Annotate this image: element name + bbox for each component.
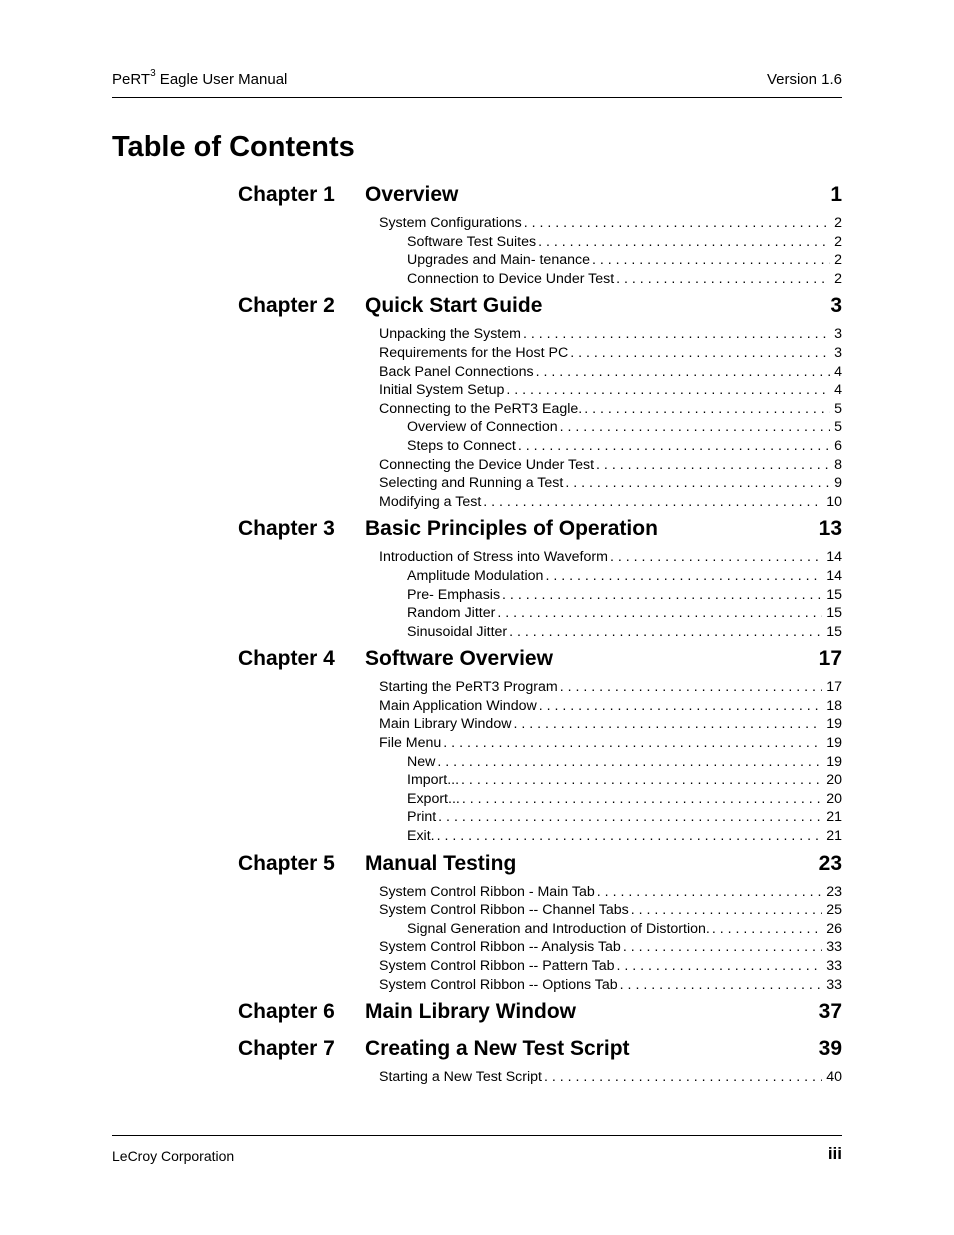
toc-subentry[interactable] [407, 251, 842, 270]
entry-page-number: 6 [834, 437, 842, 454]
toc-subentry[interactable] [407, 604, 842, 623]
manual-name: Eagle User Manual [155, 71, 288, 88]
entry-page-number: 10 [826, 493, 842, 510]
entry-title: Overview of Connection [407, 419, 558, 436]
dot-leader [502, 586, 822, 605]
dot-leader [616, 270, 830, 289]
toc-entry[interactable] [379, 901, 842, 920]
toc-subentry[interactable] [407, 437, 842, 456]
toc-entry[interactable] [379, 883, 842, 902]
chapter-heading[interactable] [238, 1036, 842, 1068]
toc-chapter [238, 851, 842, 995]
chapter-label: Chapter 7 [238, 1037, 335, 1061]
dot-leader [592, 251, 830, 270]
toc-entry[interactable] [379, 957, 842, 976]
dot-leader [461, 771, 822, 790]
chapter-page-number: 1 [830, 183, 842, 206]
entry-page-number: 9 [834, 475, 842, 492]
dot-leader [438, 808, 822, 827]
entry-title: Steps to Connect [407, 437, 516, 454]
toc-entry[interactable] [379, 976, 842, 995]
chapter-label: Chapter 1 [238, 183, 335, 206]
entry-title: Connecting the Device Under Test [379, 456, 595, 473]
chapter-page-number: 23 [818, 851, 842, 875]
chapter-title: Software Overview [365, 647, 553, 671]
entry-title: Exit. [407, 828, 435, 845]
entry-title: Requirements for the Host PC [379, 344, 569, 361]
toc-subentry[interactable] [407, 920, 842, 939]
dot-leader [560, 418, 830, 437]
entry-title: System Control Ribbon -- Analysis Tab [379, 939, 621, 956]
entry-page-number: 4 [834, 382, 842, 399]
toc-subentry[interactable] [407, 567, 842, 586]
chapter-label: Chapter 2 [238, 294, 335, 318]
entry-page-number: 3 [834, 326, 842, 343]
toc-subentry[interactable] [407, 586, 842, 605]
dot-leader [509, 623, 822, 642]
toc-entry[interactable] [379, 456, 842, 475]
chapter-label: Chapter 4 [238, 647, 335, 671]
running-header-title [112, 70, 287, 88]
dot-leader [497, 604, 822, 623]
entry-title: Amplitude Modulation [407, 567, 544, 584]
chapter-title: Main Library Window [365, 1000, 576, 1024]
toc-chapter [238, 646, 842, 845]
entry-title: System Control Ribbon -- Options Tab [379, 976, 618, 993]
entry-title: System Control Ribbon - Main Tab [379, 883, 595, 900]
entry-title: System Control Ribbon -- Pattern Tab [379, 958, 615, 974]
entry-title: Modifying a Test [379, 493, 482, 510]
entry-page-number: 2 [834, 215, 842, 231]
toc-entry[interactable] [379, 715, 842, 734]
entry-title: Upgrades and Main- tenance [407, 252, 590, 269]
entry-page-number: 17 [826, 679, 842, 696]
running-header-version: Version 1.6 [766, 71, 842, 88]
toc-subentry[interactable] [407, 808, 842, 827]
entry-page-number: 15 [826, 605, 842, 622]
dot-leader [565, 474, 830, 493]
chapter-page-number: 39 [818, 1037, 842, 1061]
product-superscript: 3 [150, 68, 156, 79]
page-title: Table of Contents [112, 131, 355, 163]
chapter-page-number: 17 [818, 647, 842, 671]
entry-title: Unpacking the System [379, 326, 521, 343]
entry-page-number: 14 [826, 549, 842, 566]
entry-page-number: 19 [826, 735, 842, 752]
entry-page-number: 26 [826, 920, 842, 937]
toc-chapter [238, 999, 842, 1031]
chapter-title: Basic Principles of Operation [365, 517, 658, 541]
toc-entry[interactable] [379, 474, 842, 493]
toc-entry[interactable] [379, 734, 842, 753]
chapter-heading[interactable] [238, 182, 842, 214]
entry-page-number: 18 [826, 697, 842, 714]
entry-title: Print [407, 809, 437, 826]
entry-page-number: 19 [826, 716, 842, 733]
entry-title: Main Library Window [379, 716, 512, 733]
toc-entry[interactable] [379, 678, 842, 697]
product-name: PeRT [112, 71, 151, 88]
toc-entry[interactable] [379, 938, 842, 957]
entry-title: Import... [407, 772, 460, 789]
chapter-label: Chapter 5 [238, 851, 335, 875]
dot-leader [597, 883, 822, 902]
entry-page-number: 33 [826, 939, 842, 956]
entry-page-number: 15 [826, 623, 842, 640]
dot-leader [524, 214, 830, 233]
header-divider [112, 97, 842, 98]
toc-subentry[interactable] [407, 418, 842, 437]
chapter-heading[interactable] [238, 293, 842, 325]
entry-title: Selecting and Running a Test [379, 475, 564, 492]
dot-leader [513, 715, 822, 734]
chapter-page-number: 13 [818, 517, 842, 541]
entry-page-number: 15 [826, 586, 842, 603]
entry-title: Main Application Window [379, 697, 537, 714]
toc-subentry[interactable] [407, 233, 842, 252]
toc-entry[interactable] [379, 1068, 842, 1087]
dot-leader [523, 325, 830, 344]
toc-entry[interactable] [379, 493, 842, 512]
chapter-title: Creating a New Test Script [365, 1037, 630, 1061]
toc-chapter [238, 516, 842, 641]
chapter-heading[interactable] [238, 646, 842, 678]
entry-page-number: 21 [826, 828, 842, 845]
chapter-page-number: 37 [818, 1000, 842, 1024]
chapter-heading[interactable] [238, 999, 842, 1031]
dot-leader [544, 1068, 822, 1087]
toc-chapter [238, 293, 842, 511]
entry-title: Introduction of Stress into Waveform [379, 549, 608, 566]
chapter-heading[interactable] [238, 851, 842, 883]
chapter-label: Chapter 6 [238, 1000, 335, 1024]
entry-page-number: 33 [826, 958, 842, 974]
entry-page-number: 33 [826, 976, 842, 993]
chapter-title: Quick Start Guide [365, 294, 543, 318]
entry-title: Random Jitter [407, 605, 496, 622]
entry-page-number: 2 [834, 233, 842, 250]
toc-entry[interactable] [379, 344, 842, 363]
entry-title: Starting the PeRT3 Program [379, 679, 558, 696]
entry-page-number: 19 [826, 753, 842, 770]
entry-title: System Configurations [379, 215, 522, 231]
entry-title: Connecting to the PeRT3 Eagle. [379, 400, 583, 417]
entry-page-number: 14 [826, 567, 842, 584]
entry-title: Export... [407, 790, 460, 807]
toc-entry[interactable] [379, 363, 842, 382]
dot-leader [462, 790, 822, 809]
toc-entry[interactable] [379, 381, 842, 400]
dot-leader [570, 344, 830, 363]
footer-page-number: iii [827, 1144, 842, 1163]
chapter-heading[interactable] [238, 516, 842, 548]
toc-entry[interactable] [379, 697, 842, 716]
dot-leader [518, 437, 830, 456]
dot-leader [437, 827, 823, 846]
toc-entry[interactable] [379, 325, 842, 344]
toc-chapter [238, 1036, 842, 1087]
chapter-title: Manual Testing [365, 851, 517, 875]
dot-leader [539, 697, 823, 716]
entry-title: Initial System Setup [379, 382, 505, 399]
entry-page-number: 25 [826, 902, 842, 919]
entry-page-number: 2 [834, 270, 842, 287]
chapter-title: Overview [365, 183, 459, 206]
dot-leader [538, 233, 830, 252]
toc-subentry[interactable] [407, 753, 842, 772]
table-of-contents [238, 182, 842, 1092]
dot-leader [712, 920, 822, 939]
toc-entry[interactable] [379, 548, 842, 567]
footer-divider [112, 1135, 842, 1136]
toc-subentry[interactable] [407, 270, 842, 289]
toc-chapter [238, 182, 842, 288]
dot-leader [545, 567, 822, 586]
entry-page-number: 23 [826, 883, 842, 900]
entry-title: Starting a New Test Script [379, 1069, 542, 1086]
entry-page-number: 4 [834, 363, 842, 380]
entry-title: Back Panel Connections [379, 363, 534, 380]
dot-leader [536, 363, 831, 382]
dot-leader [617, 957, 823, 976]
entry-title: New [407, 753, 436, 770]
toc-subentry[interactable] [407, 623, 842, 642]
entry-title: System Control Ribbon -- Channel Tabs [379, 902, 629, 919]
toc-entry[interactable] [379, 400, 842, 419]
entry-page-number: 8 [834, 456, 842, 473]
dot-leader [443, 734, 822, 753]
dot-leader [483, 493, 822, 512]
entry-page-number: 5 [834, 419, 842, 436]
entry-title: Software Test Suites [407, 233, 537, 250]
dot-leader [506, 381, 830, 400]
entry-page-number: 2 [834, 252, 842, 269]
entry-title: Connection to Device Under Test [407, 270, 615, 287]
dot-leader [610, 548, 822, 567]
entry-title: Pre- Emphasis [407, 586, 501, 603]
entry-page-number: 5 [834, 400, 842, 417]
entry-page-number: 20 [826, 772, 842, 789]
dot-leader [620, 976, 823, 995]
toc-entry[interactable] [379, 214, 842, 233]
footer-company: LeCroy Corporation [112, 1148, 235, 1164]
dot-leader [584, 400, 830, 419]
toc-subentry[interactable] [407, 771, 842, 790]
entry-page-number: 40 [826, 1069, 842, 1086]
entry-title: File Menu [379, 735, 442, 752]
chapter-page-number: 3 [830, 294, 842, 318]
entry-title: Sinusoidal Jitter [407, 623, 508, 640]
dot-leader [623, 938, 822, 957]
dot-leader [560, 678, 822, 697]
entry-page-number: 20 [826, 790, 842, 807]
entry-title: Signal Generation and Introduction of Distortion. [407, 920, 710, 937]
toc-subentry[interactable] [407, 827, 842, 846]
dot-leader [437, 753, 822, 772]
entry-page-number: 21 [826, 809, 842, 826]
dot-leader [631, 901, 823, 920]
entry-page-number: 3 [834, 344, 842, 361]
toc-subentry[interactable] [407, 790, 842, 809]
dot-leader [596, 456, 830, 475]
chapter-label: Chapter 3 [238, 517, 335, 541]
